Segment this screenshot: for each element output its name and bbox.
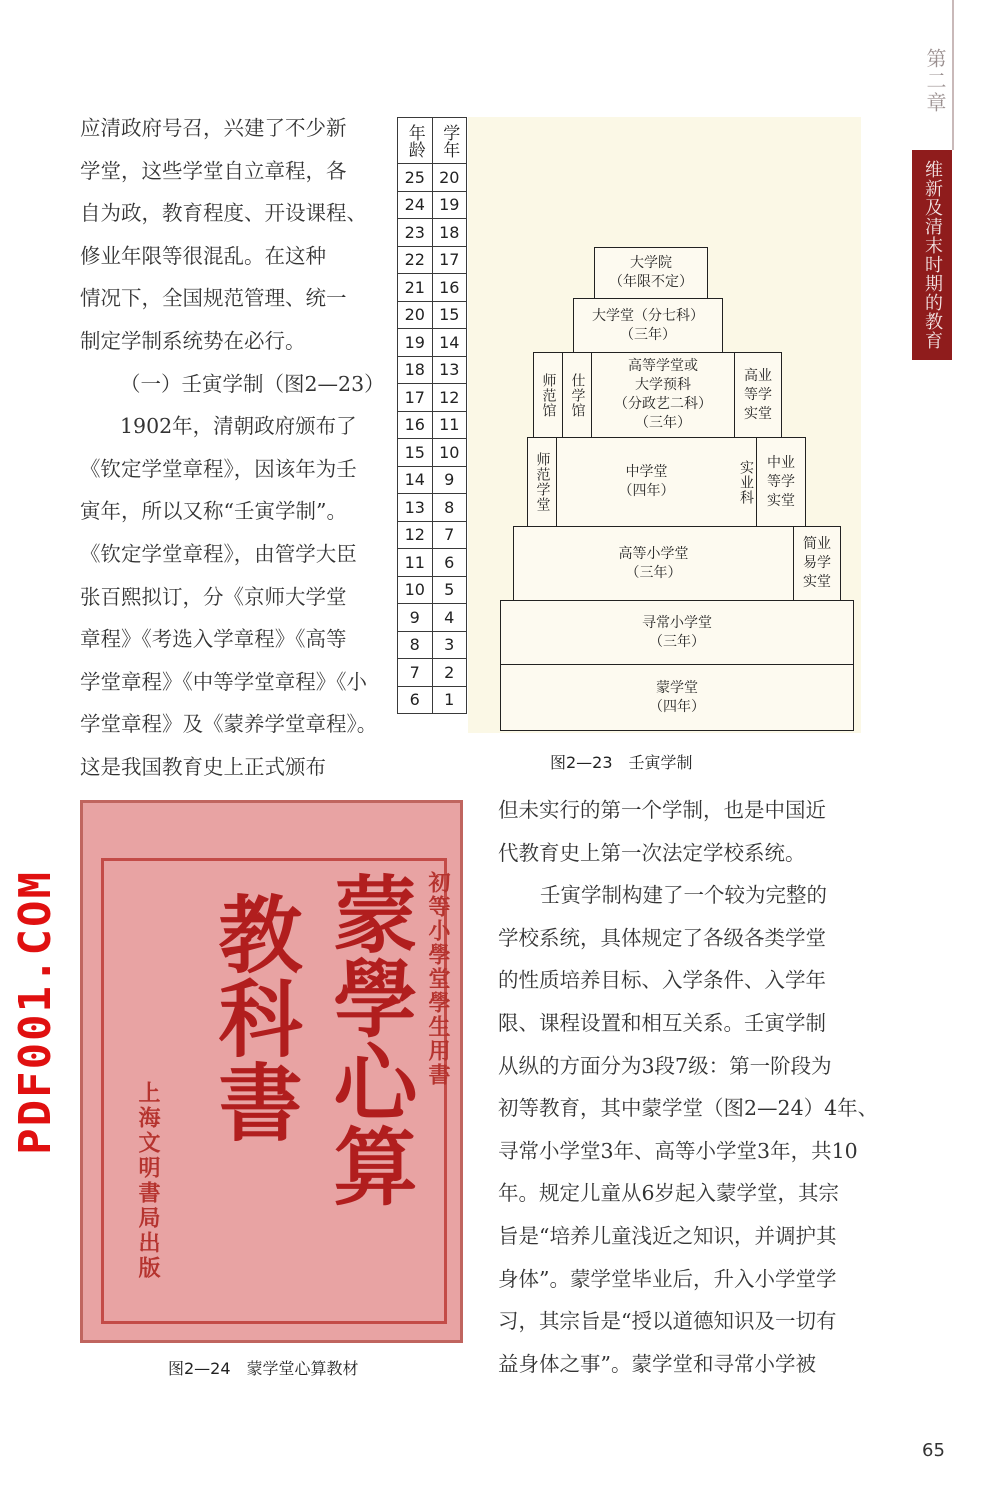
age-cell: 22 xyxy=(398,246,433,274)
paragraph-line: 壬寅学制构建了一个较为完整的 xyxy=(540,883,827,908)
box-label: 大学堂（分七科） xyxy=(592,307,704,324)
box-label: （分政艺二科） xyxy=(614,396,712,412)
paragraph-line: 这是我国教育史上正式颁布 xyxy=(80,754,326,779)
age-cell: 6 xyxy=(398,686,433,714)
chapter-tab xyxy=(912,150,952,360)
section-heading: （一）壬寅学制（图2—23） xyxy=(120,371,385,396)
box-duration: （三年） xyxy=(635,415,691,431)
textbook-cover-image xyxy=(80,800,463,1343)
paragraph-line: 学堂章程》《中等学堂章程》《小 xyxy=(80,669,367,694)
year-cell: 2 xyxy=(432,659,467,687)
box-daxuetang xyxy=(573,298,723,353)
age-cell: 8 xyxy=(398,631,433,659)
year-cell: 15 xyxy=(432,301,467,329)
year-cell: 16 xyxy=(432,274,467,302)
paragraph-line: 的性质培养目标、入学条件、入学年 xyxy=(498,968,826,993)
age-header: 年龄 xyxy=(398,118,433,164)
year-cell: 11 xyxy=(432,411,467,439)
box-label: 易学 xyxy=(803,555,831,571)
page-number: 65 xyxy=(922,1440,945,1461)
paragraph-line: 1902年，清朝政府颁布了 xyxy=(120,414,357,439)
box-shiyeke: 实业科 xyxy=(735,437,757,527)
year-cell: 6 xyxy=(432,549,467,577)
box-shifanguan: 师范馆 xyxy=(533,352,563,438)
age-cell: 24 xyxy=(398,191,433,219)
age-cell: 9 xyxy=(398,604,433,632)
paragraph-line: 学堂章程》及《蒙养学堂章程》。 xyxy=(80,712,378,737)
box-label: 高业 xyxy=(744,367,772,384)
year-cell: 18 xyxy=(432,219,467,247)
paragraph-line: 学堂，这些学堂自立章程，各 xyxy=(80,158,347,183)
age-cell: 12 xyxy=(398,521,433,549)
paragraph-line: 学校系统，具体规定了各级各类学堂 xyxy=(498,925,826,950)
box-duration: （四年） xyxy=(618,483,675,499)
box-daxueyuan xyxy=(594,247,708,299)
year-cell: 10 xyxy=(432,439,467,467)
box-label: 等学 xyxy=(767,473,795,490)
age-cell: 17 xyxy=(398,384,433,412)
paragraph-line: 《钦定学堂章程》，因该年为壬 xyxy=(80,456,357,481)
box-duration: （年限不定） xyxy=(609,274,693,290)
paragraph-line: 从纵的方面分为3段7级：第一阶段为 xyxy=(498,1053,832,1078)
year-cell: 19 xyxy=(432,191,467,219)
cover-frame xyxy=(101,858,451,1324)
box-label: 实堂 xyxy=(767,492,795,509)
cover-title-line2: 教科書 xyxy=(205,891,304,1143)
box-label: 实堂 xyxy=(744,405,772,422)
paragraph-line: 初等教育，其中蒙学堂（图2—24）4年、 xyxy=(498,1096,879,1121)
year-header: 学年 xyxy=(432,118,467,164)
paragraph-line: 章程》《考选入学章程》《高等 xyxy=(80,627,347,652)
age-cell: 25 xyxy=(398,164,433,192)
paragraph-line: 应清政府号召，兴建了不少新 xyxy=(80,116,347,140)
paragraph-line: 旨是“培养儿童浅近之知识，并调护其 xyxy=(498,1223,837,1248)
paragraph-line: 修业年限等很混乱。在这种 xyxy=(80,243,326,268)
year-cell: 9 xyxy=(432,466,467,494)
box-duration: （三年） xyxy=(649,633,705,650)
age-cell: 20 xyxy=(398,301,433,329)
chapter-divider-line xyxy=(952,0,954,150)
age-cell: 16 xyxy=(398,411,433,439)
chapter-number: 第二章 xyxy=(923,48,947,114)
paragraph-line: 制定学制系统势在必行。 xyxy=(80,328,306,353)
figure-caption-2-24: 图2—24 蒙学堂心算教材 xyxy=(168,1359,359,1378)
age-cell: 10 xyxy=(398,576,433,604)
figure-caption-2-23: 图2—23 壬寅学制 xyxy=(550,753,693,772)
box-xunchang-xiaoxuetang xyxy=(500,600,854,665)
year-cell: 20 xyxy=(432,164,467,192)
box-gaodeng-xuetang xyxy=(591,352,735,438)
box-label: 寻常小学堂 xyxy=(642,614,712,631)
age-cell: 18 xyxy=(398,356,433,384)
paragraph-line: 代教育史上第一次法定学校系统。 xyxy=(498,840,806,865)
watermark-text: PDF001.COM xyxy=(10,870,61,1155)
year-cell: 7 xyxy=(432,521,467,549)
year-cell: 4 xyxy=(432,604,467,632)
box-duration: （三年） xyxy=(620,326,676,343)
left-text-column xyxy=(80,107,385,789)
paragraph-line: 《钦定学堂章程》，由管学大臣 xyxy=(80,541,357,566)
chapter-title: 维新及清末时期的教育 xyxy=(922,160,943,350)
cover-publisher: 上海文明書局出版 xyxy=(135,1081,161,1281)
box-mengxuetang xyxy=(500,664,854,731)
cover-title-line1: 蒙學心算 xyxy=(320,871,419,1207)
box-label: 中业 xyxy=(767,454,795,471)
age-year-table xyxy=(397,117,467,714)
age-cell: 14 xyxy=(398,466,433,494)
box-label: 实堂 xyxy=(803,574,831,590)
age-cell: 11 xyxy=(398,549,433,577)
paragraph-line: 身体”。蒙学堂毕业后，升入小学堂学 xyxy=(498,1266,837,1291)
year-cell: 17 xyxy=(432,246,467,274)
paragraph-line: 限、课程设置和相互关系。壬寅学制 xyxy=(498,1010,826,1035)
age-cell: 19 xyxy=(398,329,433,357)
paragraph-line: 情况下，全国规范管理、统一 xyxy=(80,286,347,311)
year-cell: 13 xyxy=(432,356,467,384)
paragraph-line: 寅年，所以又称“壬寅学制”。 xyxy=(80,499,347,524)
age-cell: 23 xyxy=(398,219,433,247)
box-label: 高等小学堂 xyxy=(618,545,689,562)
box-duration: （四年） xyxy=(649,698,705,715)
box-zhongxuetang xyxy=(556,437,736,527)
box-jianyi-shiye xyxy=(793,526,841,601)
paragraph-line: 张百熙拟订，分《京师大学堂 xyxy=(80,584,347,609)
paragraph-line: 但未实行的第一个学制，也是中国近 xyxy=(498,798,826,822)
box-shifan-xuetang: 师范学堂 xyxy=(527,437,557,527)
age-cell: 15 xyxy=(398,439,433,467)
box-label: 等学 xyxy=(744,386,772,403)
box-label: 蒙学堂 xyxy=(656,679,698,696)
year-cell: 12 xyxy=(432,384,467,412)
year-cell: 3 xyxy=(432,631,467,659)
paragraph-line: 习，其宗旨是“授以道德知识及一切有 xyxy=(498,1309,837,1334)
box-gaodeng-shiye xyxy=(734,352,782,438)
paragraph-line: 寻常小学堂3年、高等小学堂3年，共10 xyxy=(498,1138,858,1163)
paragraph-line: 自为政，教育程度、开设课程、 xyxy=(80,201,367,226)
year-cell: 8 xyxy=(432,494,467,522)
cover-subtitle: 初等小學堂學生用書 xyxy=(425,871,451,1087)
box-gaodeng-xiaoxuetang xyxy=(513,526,794,601)
age-cell: 21 xyxy=(398,274,433,302)
age-cell: 13 xyxy=(398,494,433,522)
box-label: 大学预科 xyxy=(635,377,691,393)
year-cell: 14 xyxy=(432,329,467,357)
year-cell: 1 xyxy=(432,686,467,714)
year-cell: 5 xyxy=(432,576,467,604)
box-label: 中学堂 xyxy=(625,464,668,480)
right-text-column xyxy=(498,789,879,1385)
box-label: 高等学堂或 xyxy=(628,358,698,374)
age-cell: 7 xyxy=(398,659,433,687)
box-zhongdeng-shiye xyxy=(756,437,806,527)
paragraph-line: 年。规定儿童从6岁起入蒙学堂，其宗 xyxy=(498,1181,840,1206)
box-label: 大学院 xyxy=(630,255,672,271)
box-duration: （三年） xyxy=(625,564,682,581)
box-shixueguan: 仕学馆 xyxy=(562,352,592,438)
paragraph-line: 益身体之事”。蒙学堂和寻常小学被 xyxy=(498,1351,816,1376)
box-label: 简业 xyxy=(803,536,831,552)
